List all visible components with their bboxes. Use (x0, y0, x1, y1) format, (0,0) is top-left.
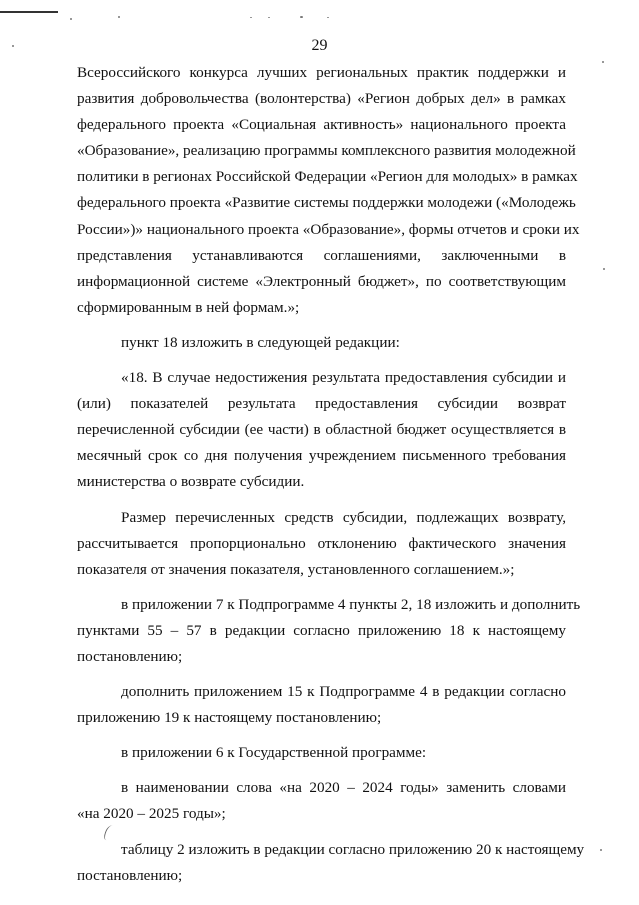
scan-speck (327, 17, 329, 18)
text-line: в наименовании слова «на 2020 – 2024 годы» заменить словами (121, 779, 566, 797)
scan-speck (250, 17, 252, 18)
text-line: рассчитывается пропорционально отклонению фактического значения (77, 534, 566, 552)
text-line: дополнить приложением 15 к Подпрограмме 4 в редакции согласно (121, 683, 566, 701)
text-line: перечисленной субсидии (ее части) в областной бюджет осуществляется в (77, 421, 566, 439)
text-line: министерства о возврате субсидии. (77, 473, 305, 491)
text-line: таблицу 2 изложить в редакции согласно приложению 20 к настоящему (121, 840, 585, 858)
text-line: информационной системе «Электронный бюджет», по соответствующим (77, 272, 566, 290)
text-line: Размер перечисленных средств субсидии, подлежащих возврату, (121, 508, 566, 526)
text-line: «Образование», реализацию программы комплексного развития молодежной (77, 142, 576, 160)
text-line: пунктами 55 – 57 в редакции согласно приложению 18 к настоящему (77, 621, 566, 639)
scan-speck (300, 16, 303, 18)
text-line: «на 2020 – 2025 годы»; (77, 805, 226, 823)
text-line: развития добровольчества (волонтерства) «Регион добрых дел» в рамках (77, 90, 566, 108)
text-line: федерального проекта «Социальная активность» национального проекта (77, 116, 566, 134)
text-line: (или) показателей результата предоставления субсидии возврат (77, 395, 566, 413)
scan-edge-mark (0, 11, 58, 13)
text-line: приложению 19 к настоящему постановлению; (77, 709, 382, 727)
scan-speck (600, 849, 602, 851)
text-line: в приложении 7 к Подпрограмме 4 пункты 2, 18 изложить и дополнить (121, 595, 581, 613)
text-line: «18. В случае недостижения результата предоставления субсидии и (121, 369, 566, 387)
text-line: постановлению; (77, 647, 183, 665)
scan-speck (70, 18, 72, 20)
text-line: в приложении 6 к Государственной программе: (121, 744, 427, 762)
text-line: постановлению; (77, 866, 183, 884)
scan-speck (268, 17, 270, 18)
text-line: месячный срок со дня получения учреждением письменного требования (77, 447, 566, 465)
text-line: показателя от значения показателя, установленного соглашением.»; (77, 560, 515, 578)
text-line: политики в регионах Российской Федерации «Регион для молодых» в рамках (77, 168, 578, 186)
text-line: сформированным в ней формам.»; (77, 298, 300, 316)
text-line: Всероссийского конкурса лучших региональных практик поддержки и (77, 64, 566, 81)
text-line: пункт 18 изложить в следующей редакции: (121, 333, 400, 351)
scan-speck (118, 16, 120, 18)
scan-speck (602, 61, 604, 63)
page-number: 29 (311, 37, 328, 54)
text-line: России»)» национального проекта «Образование», формы отчетов и сроки их (77, 220, 580, 238)
text-line: федерального проекта «Развитие системы поддержки молодежи («Молодежь (77, 194, 576, 212)
text-line: представления устанавливаются соглашениями, заключенными в (77, 246, 566, 264)
scan-speck (603, 268, 605, 270)
document-body (77, 60, 585, 889)
